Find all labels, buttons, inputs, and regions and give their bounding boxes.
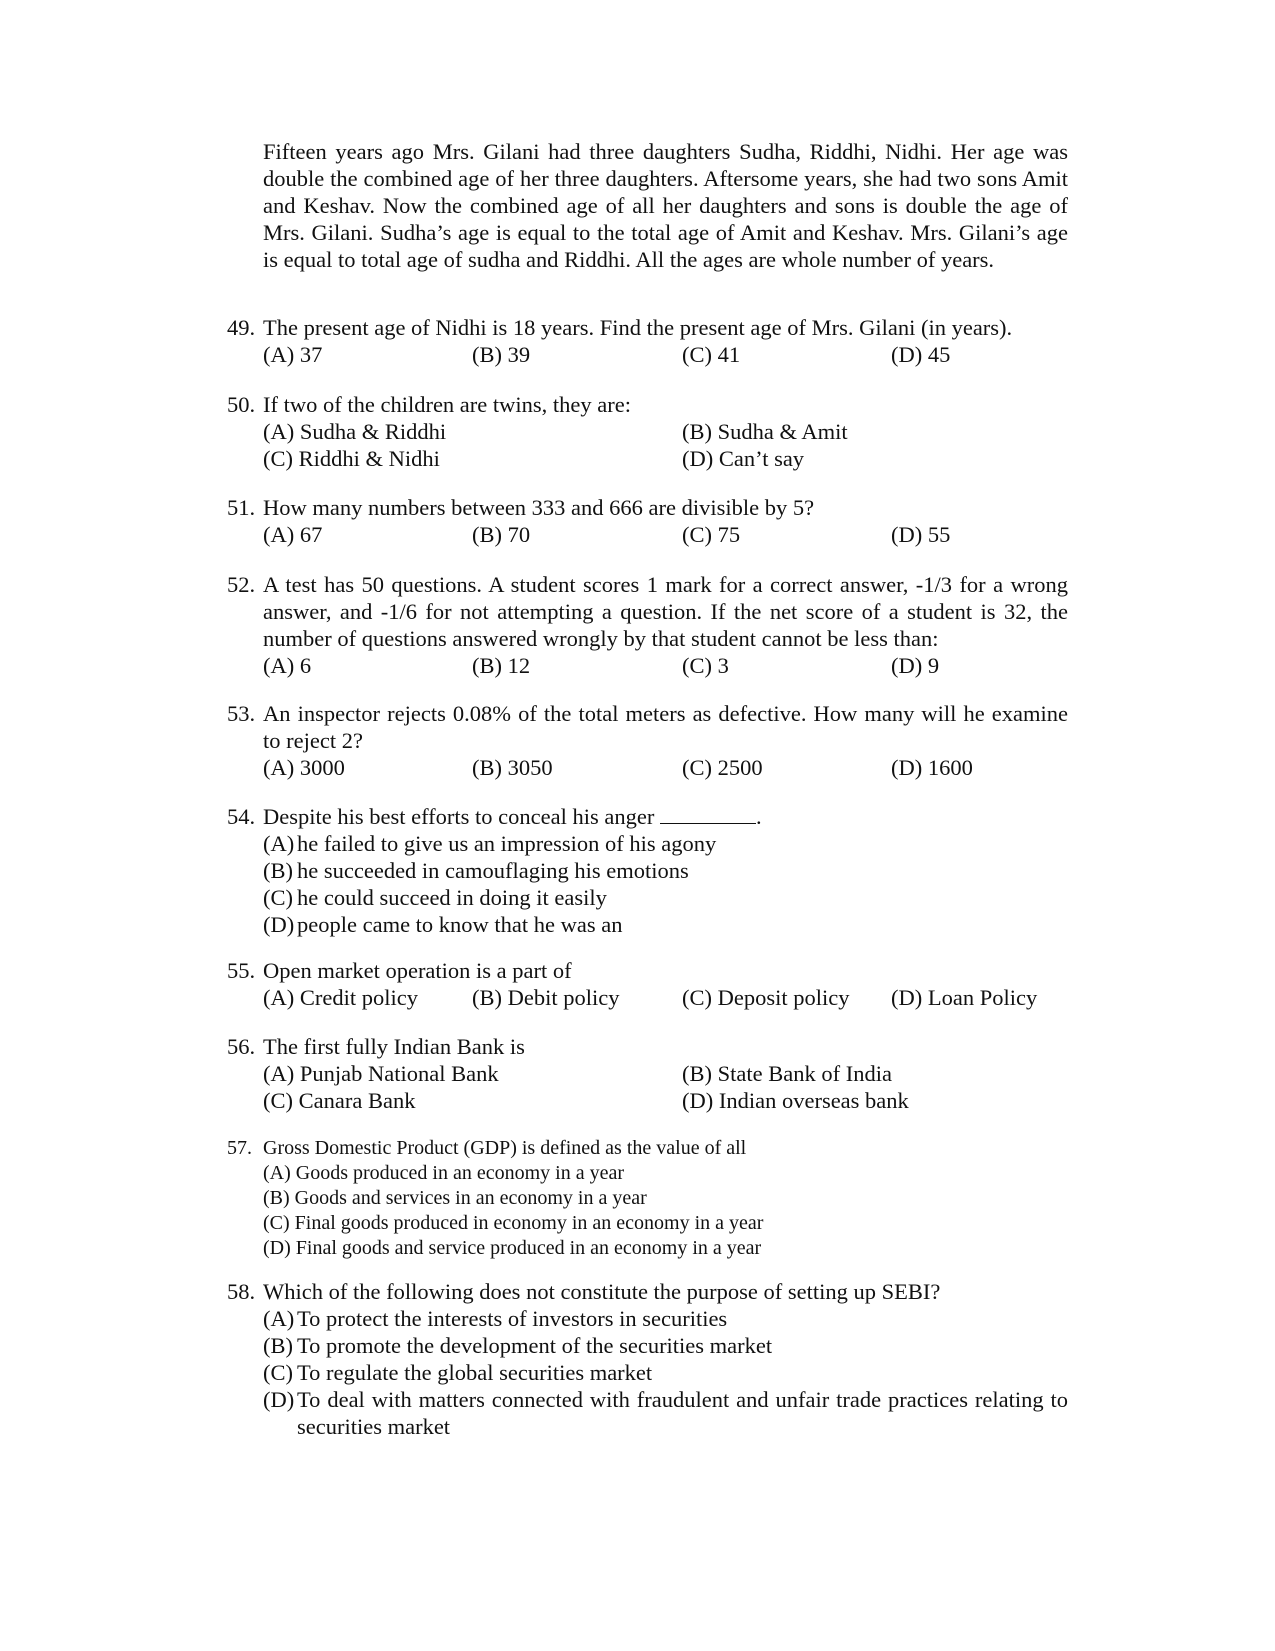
question-text-end: .: [755, 804, 762, 829]
options-row: [263, 418, 1068, 445]
option-b: (B) Sudha & Amit: [682, 419, 848, 444]
question-number: 54.: [227, 804, 256, 829]
option-c: (C) Canara Bank: [263, 1088, 416, 1113]
option-b: (B) Goods and services in an economy in a year: [263, 1187, 647, 1209]
option-c: (C) 75: [682, 522, 741, 547]
question-56: [227, 1033, 1068, 1114]
option-a: (A) Sudha & Riddhi: [263, 419, 447, 444]
option-b: (B) Debit policy: [472, 985, 620, 1010]
option-a: (A) Punjab National Bank: [263, 1061, 499, 1086]
option-b: (B) 39: [472, 342, 531, 367]
option-c: (C) Deposit policy: [682, 985, 850, 1010]
options-row: [263, 984, 1068, 1011]
question-number: 51.: [227, 495, 256, 520]
passage-text: Fifteen years ago Mrs. Gilani had three daughters Sudha, Riddhi, Nidhi. Her age was double the combined age of her three daughters. Aftersome years, she had two sons Amit and Keshav. Now the combined age of all her daughters and sons is double the age of Mrs. Gilani. Sudha’s age is equal to the total age of Amit and Keshav. Mrs. Gilani’s age is equal to total age of sudha and Riddhi. All the ages are whole number of years.: [263, 139, 1068, 272]
option-c: [263, 884, 1068, 911]
option-text: To promote the development of the securities market: [297, 1333, 773, 1358]
options-row: [263, 1087, 1068, 1114]
question-number: 55.: [227, 958, 256, 983]
option-c: (C) 41: [682, 342, 741, 367]
option-text: he could succeed in doing it easily: [297, 885, 607, 910]
option-b: (B) State Bank of India: [682, 1061, 892, 1086]
option-c: (C) Riddhi & Nidhi: [263, 446, 440, 471]
option-d: (D) 45: [891, 342, 951, 367]
question-number: 50.: [227, 392, 256, 417]
option-a: (A) Credit policy: [263, 985, 418, 1010]
option-a: (A) 67: [263, 522, 323, 547]
question-text: How many numbers between 333 and 666 are divisible by 5?: [263, 495, 815, 520]
option-c: [263, 1359, 1068, 1386]
options-row: [263, 341, 1068, 368]
question-52: [227, 571, 1068, 679]
option-a: (A) 3000: [263, 755, 345, 780]
question-text: Despite his best efforts to conceal his anger: [263, 804, 655, 829]
option-a: (A) 37: [263, 342, 323, 367]
option-d: (D) 1600: [891, 755, 973, 780]
options-row: [263, 445, 1068, 472]
question-55: [227, 957, 1068, 1011]
question-54: [227, 803, 1068, 938]
option-c: (C) 2500: [682, 755, 763, 780]
fill-in-blank: [660, 805, 756, 824]
question-text: A test has 50 questions. A student scores 1 mark for a correct answer, -1/3 for a wrong answer, and -1/6 for not attempting a question. If the net score of a student is 32, the number of questions answered wrongly by that student cannot be less than:: [263, 572, 1068, 651]
option-d: (D) Indian overseas bank: [682, 1088, 909, 1113]
options-row: [263, 1236, 1068, 1261]
option-b: (B) 70: [472, 522, 531, 547]
question-text: If two of the children are twins, they are:: [263, 392, 631, 417]
options-row: [263, 754, 1068, 781]
question-50: [227, 391, 1068, 472]
option-text: he succeeded in camouflaging his emotions: [297, 858, 689, 883]
question-text: Which of the following does not constitute the purpose of setting up SEBI?: [263, 1279, 941, 1304]
option-d: (D) 9: [891, 653, 940, 678]
question-57: [227, 1136, 1068, 1261]
question-text: The first fully Indian Bank is: [263, 1034, 525, 1059]
options-row: [263, 1211, 1068, 1236]
option-b: (B) 12: [472, 653, 531, 678]
question-text: Open market operation is a part of: [263, 958, 572, 983]
question-number: 52.: [227, 572, 256, 597]
option-a: [263, 830, 1068, 857]
option-d: (D) 55: [891, 522, 951, 547]
options-row: [263, 1161, 1068, 1186]
option-label: (B): [263, 858, 293, 883]
option-text: he failed to give us an impression of his agony: [297, 831, 717, 856]
option-d: (D) Final goods and service produced in an economy in a year: [263, 1237, 762, 1259]
option-d: (D) Can’t say: [682, 446, 805, 471]
option-b: [263, 1332, 1068, 1359]
option-label: (A): [263, 831, 295, 856]
question-58: [227, 1278, 1068, 1440]
question-number: 58.: [227, 1279, 256, 1304]
option-text: people came to know that he was an: [297, 912, 623, 937]
option-d: (D) Loan Policy: [891, 985, 1038, 1010]
question-number: 49.: [227, 315, 256, 340]
option-a: (A) 6: [263, 653, 312, 678]
question-text: Gross Domestic Product (GDP) is defined as the value of all: [263, 1137, 747, 1159]
question-text: An inspector rejects 0.08% of the total meters as defective. How many will he examine to reject 2?: [263, 701, 1068, 753]
options-row: [263, 1060, 1068, 1087]
question-51: [227, 494, 1068, 548]
option-label: (A): [263, 1306, 295, 1331]
options-row: [263, 652, 1068, 679]
option-label: (D): [263, 912, 295, 937]
option-label: (D): [263, 1387, 295, 1412]
option-a: [263, 1305, 1068, 1332]
option-c: (C) Final goods produced in economy in an economy in a year: [263, 1212, 764, 1234]
option-d: [263, 911, 1068, 938]
question-53: [227, 700, 1068, 781]
option-d: [263, 1386, 1068, 1440]
question-number: 53.: [227, 701, 256, 726]
options-row: [263, 1186, 1068, 1211]
option-label: (B): [263, 1333, 293, 1358]
option-text: To regulate the global securities market: [297, 1360, 653, 1385]
option-text: To protect the interests of investors in securities: [297, 1306, 728, 1331]
question-number: 56.: [227, 1034, 256, 1059]
question-text-wrap: [263, 803, 1068, 830]
option-label: (C): [263, 1360, 293, 1385]
question-number: 57.: [227, 1137, 252, 1159]
question-49: [227, 314, 1068, 368]
option-c: (C) 3: [682, 653, 729, 678]
option-a: (A) Goods produced in an economy in a year: [263, 1162, 624, 1184]
option-b: (B) 3050: [472, 755, 553, 780]
options-row: [263, 521, 1068, 548]
option-text: To deal with matters connected with fraudulent and unfair trade practices relating to securities market: [297, 1387, 1068, 1439]
option-label: (C): [263, 885, 293, 910]
question-text: The present age of Nidhi is 18 years. Find the present age of Mrs. Gilani (in years).: [263, 315, 1013, 340]
option-b: [263, 857, 1068, 884]
